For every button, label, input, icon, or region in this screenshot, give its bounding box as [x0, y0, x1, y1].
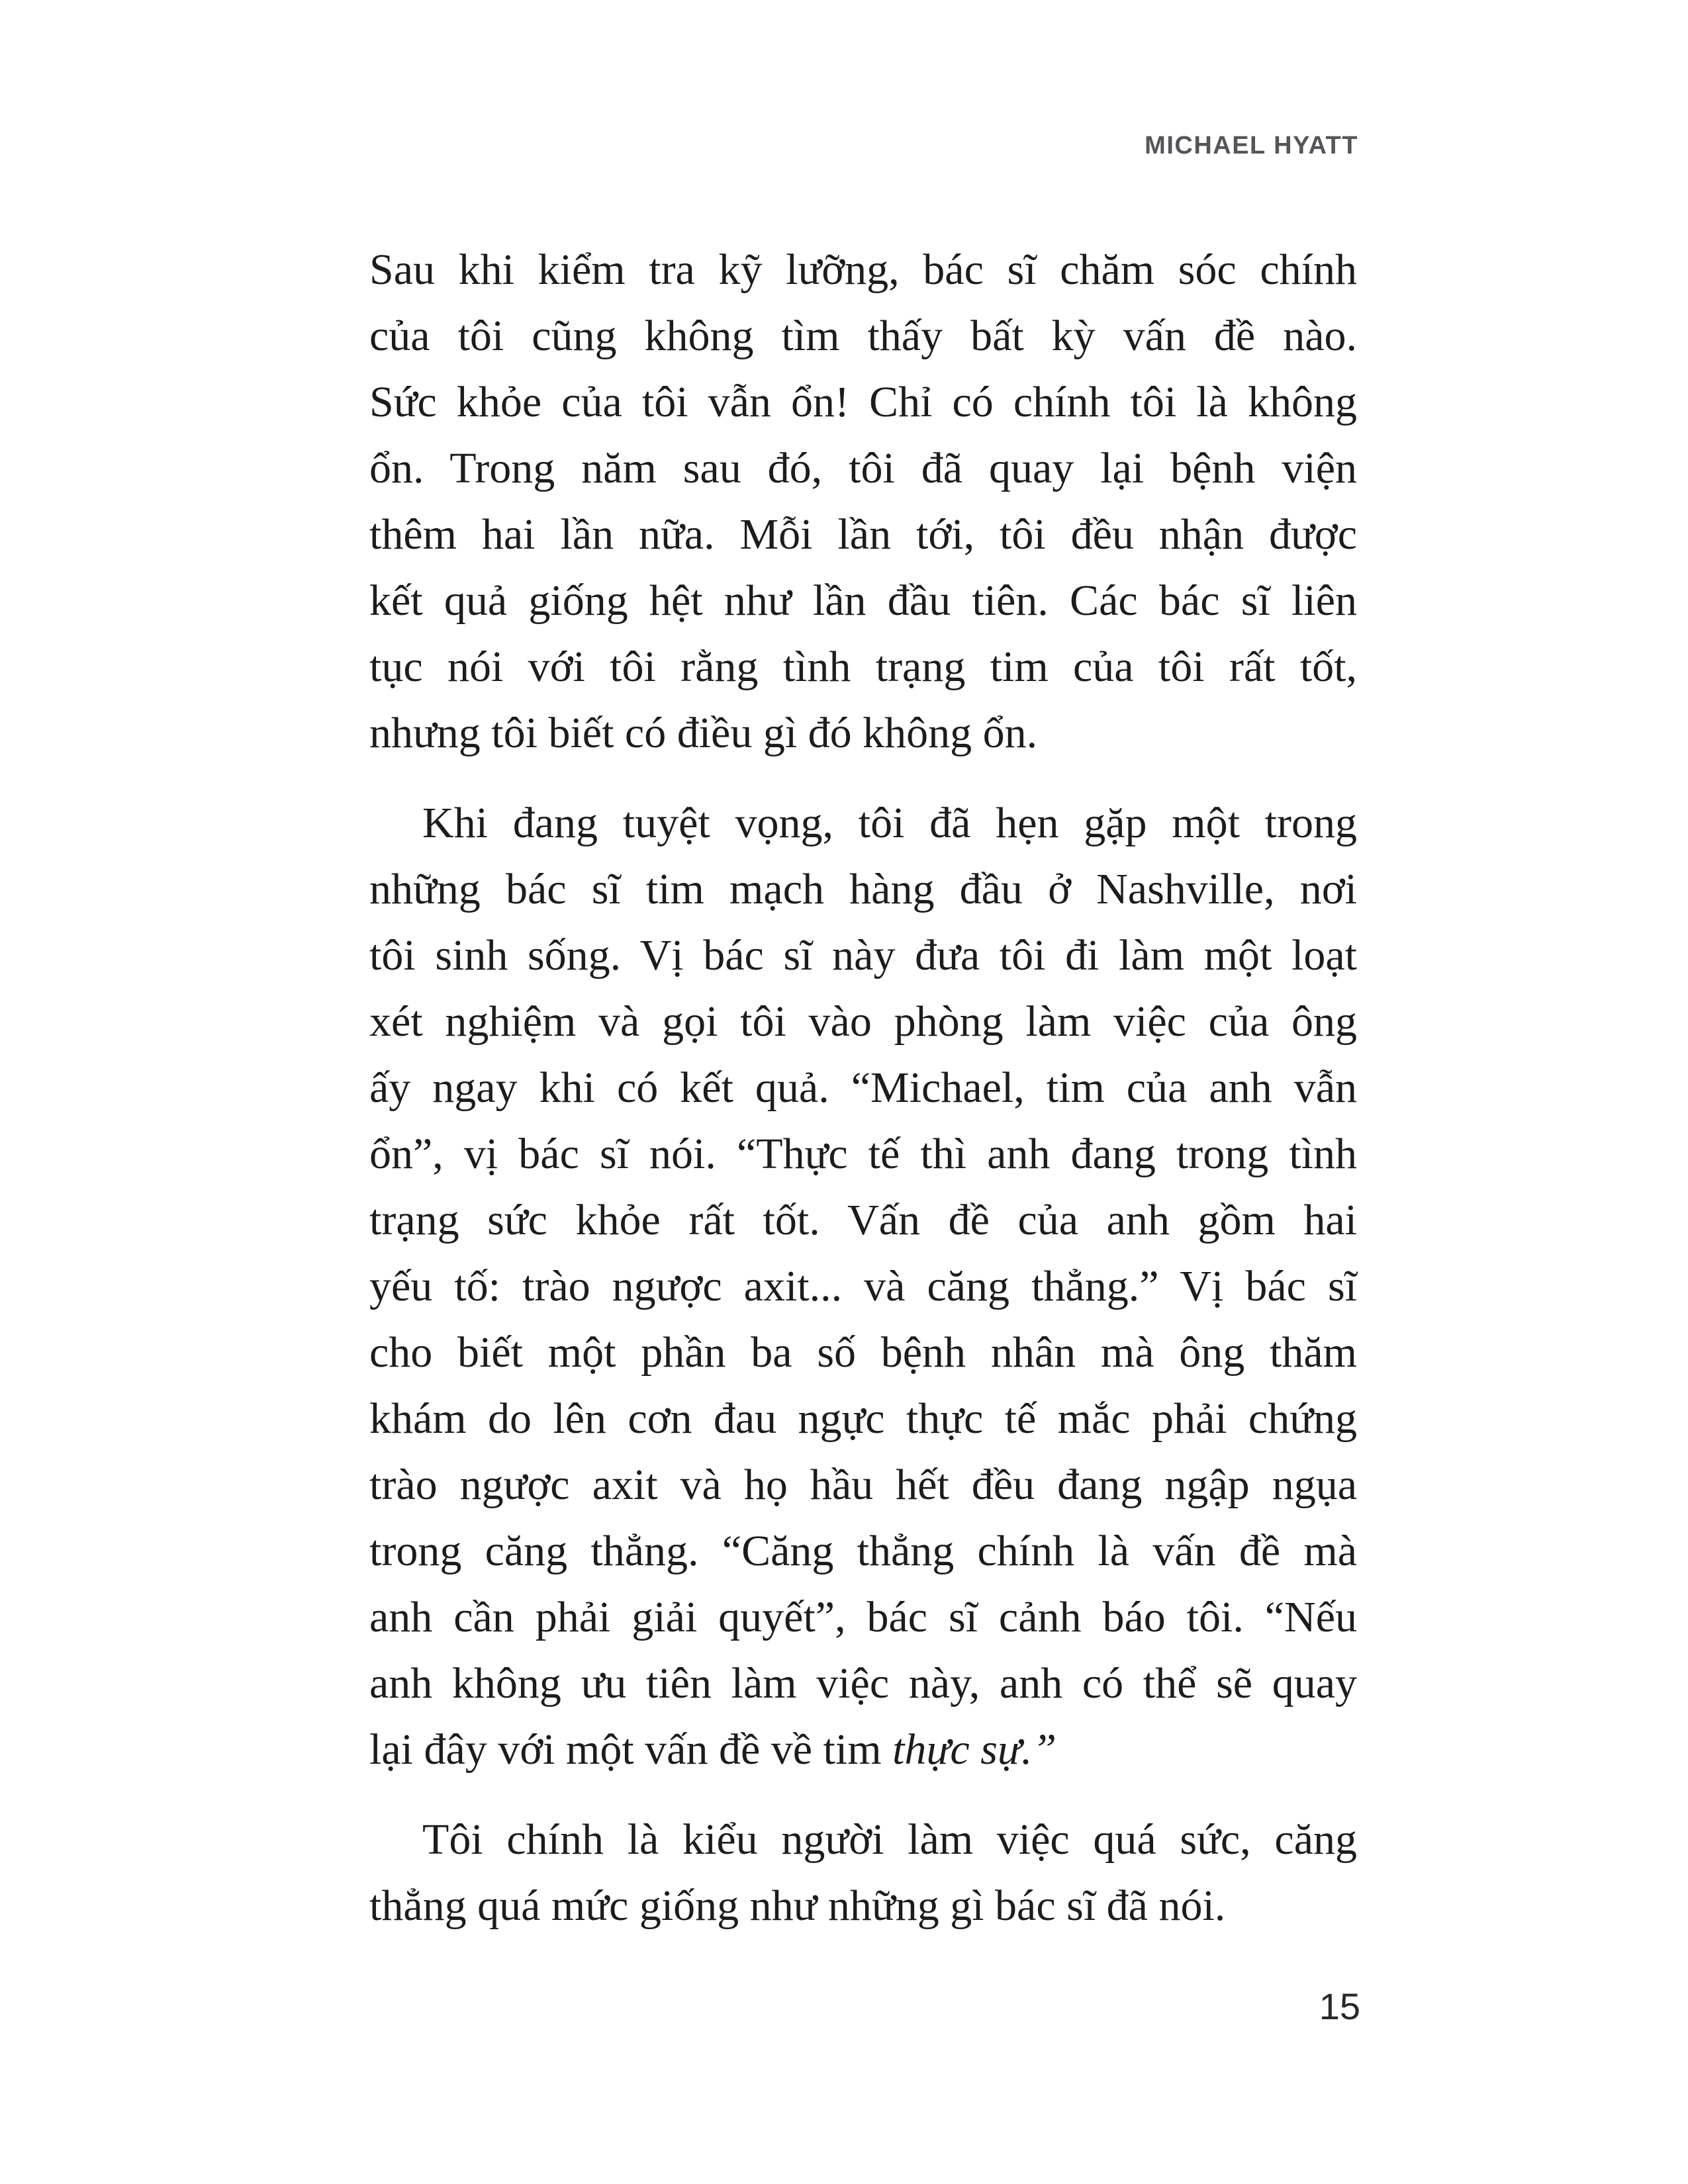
text-line: anh không ưu tiên làm việc này, anh có thể sẽ quay: [369, 1659, 1357, 1707]
text-line: trào ngược axit và họ hầu hết đều đang ngập ngụa: [369, 1461, 1357, 1509]
text-line: Tôi chính là kiểu người làm việc quá sức, căng: [422, 1815, 1357, 1864]
text-line: thêm hai lần nữa. Mỗi lần tới, tôi đều nhận được: [369, 510, 1357, 559]
text-line: anh cần phải giải quyết”, bác sĩ cảnh báo tôi. “Nếu: [369, 1593, 1357, 1641]
text-line: trong căng thẳng. “Căng thẳng chính là vấn đề mà: [369, 1527, 1357, 1575]
text-line: tôi sinh sống. Vị bác sĩ này đưa tôi đi làm một loạt: [369, 931, 1357, 979]
paragraph-2: [369, 790, 1357, 1783]
text-line: [369, 1717, 1357, 1783]
text-line: ổn. Trong năm sau đó, tôi đã quay lại bệnh viện: [369, 444, 1357, 492]
text-line: yếu tố: trào ngược axit... và căng thẳng.” Vị bác sĩ: [369, 1262, 1357, 1310]
paragraph-3: [369, 1807, 1357, 1939]
text-line: khám do lên cơn đau ngực thực tế mắc phải chứng: [369, 1394, 1357, 1443]
italic-text-segment: thực sự.”: [892, 1725, 1057, 1774]
running-header: [1145, 131, 1358, 160]
text-line: ổn”, vị bác sĩ nói. “Thực tế thì anh đang trong tình: [369, 1130, 1357, 1178]
page-number: 15: [1319, 1985, 1360, 2027]
body-text: [369, 237, 1357, 1939]
text-line: thẳng quá mức giống như những gì bác sĩ đã nói.: [369, 1882, 1226, 1930]
running-header-text: MICHAEL HYATT: [1145, 132, 1358, 159]
text-line: của tôi cũng không tìm thấy bất kỳ vấn đề nào.: [369, 312, 1357, 360]
paragraph-1: [369, 237, 1357, 766]
text-line: xét nghiệm và gọi tôi vào phòng làm việc của ông: [369, 997, 1357, 1046]
text-line: ấy ngay khi có kết quả. “Michael, tim của anh vẫn: [369, 1064, 1357, 1112]
text-line: trạng sức khỏe rất tốt. Vấn đề của anh gồm hai: [369, 1196, 1357, 1244]
text-line: cho biết một phần ba số bệnh nhân mà ông thăm: [369, 1328, 1357, 1377]
text-line: Sức khỏe của tôi vẫn ổn! Chỉ có chính tôi là không: [369, 378, 1357, 426]
text-line: những bác sĩ tim mạch hàng đầu ở Nashville, nơi: [369, 865, 1357, 913]
text-line: tục nói với tôi rằng tình trạng tim của tôi rất tốt,: [369, 643, 1357, 691]
text-line: nhưng tôi biết có điều gì đó không ổn.: [369, 709, 1038, 757]
text-line: kết quả giống hệt như lần đầu tiên. Các bác sĩ liên: [369, 576, 1357, 625]
text-line: Sau khi kiểm tra kỹ lưỡng, bác sĩ chăm sóc chính: [369, 246, 1357, 294]
text-segment: lại đây với một vấn đề về tim: [369, 1725, 893, 1774]
text-line: Khi đang tuyệt vọng, tôi đã hẹn gặp một trong: [422, 799, 1357, 847]
